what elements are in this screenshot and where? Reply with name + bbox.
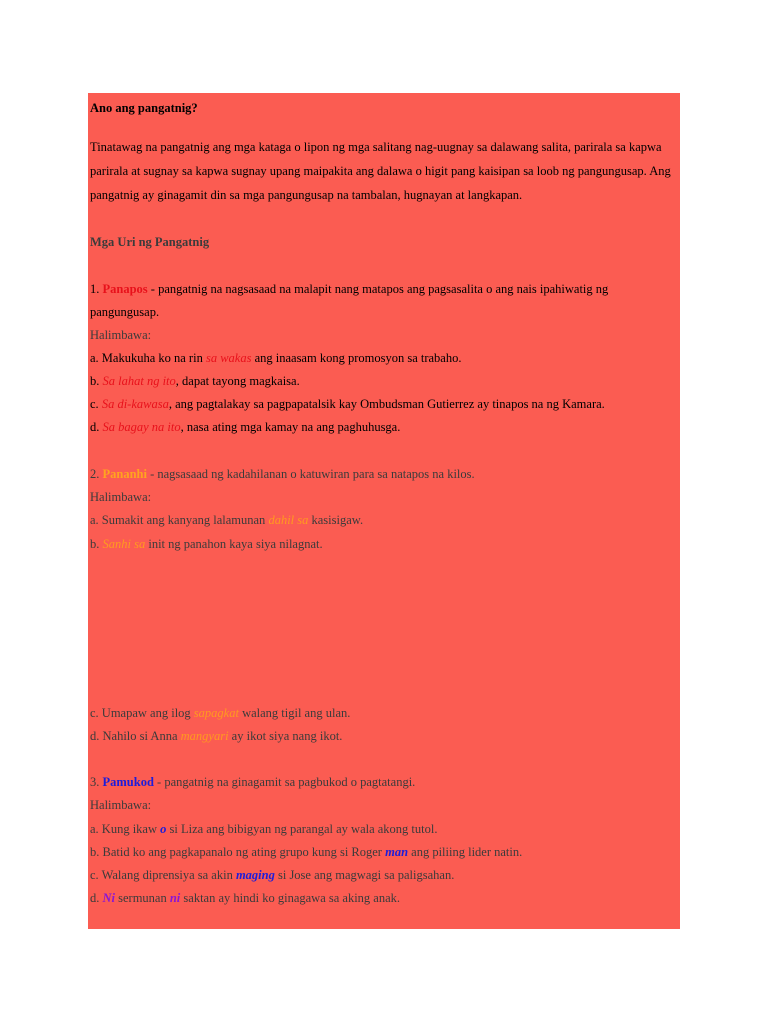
conjunction-keyword: ni (169, 891, 181, 905)
section-1-def: - pangatnig na nagsasaad na malapit nang matapos ang pagsasalita o ang nais ipahiwatig ng (147, 282, 609, 296)
conjunction-keyword: Sa di-kawasa (101, 397, 169, 411)
section-2-def: - nagsasaad ng kadahilanan o katuwiran para sa natapos na kilos. (146, 467, 475, 481)
section-3-definition (90, 774, 415, 790)
section-3-name: Pamukod (102, 775, 154, 789)
section-3-def: - pangatnig na ginagamit sa pagbukod o pagtatangi. (153, 775, 416, 789)
conjunction-keyword: Sa bagay na ito (102, 420, 181, 434)
section-1-example-label: Halimbawa: (90, 328, 152, 342)
section-1-example-c: c. Sa di-kawasa, ang pagtalakay sa pagpapatalsik kay Ombudsman Gutierrez ay tinapos na ng Kamara. (90, 397, 605, 411)
conjunction-keyword: Sanhi sa (102, 537, 146, 551)
section-3-example-b: b. Batid ko ang pagkapanalo ng ating grupo kung si Roger man ang piliing lider natin. (90, 845, 523, 859)
section-1-definition (90, 281, 608, 297)
section-2-definition (90, 466, 475, 482)
section-1-name: Panapos (102, 282, 148, 296)
section-3-example-label: Halimbawa: (90, 798, 152, 812)
section-2-example-b: b. Sanhi sa init ng panahon kaya siya nilagnat. (90, 537, 323, 551)
conjunction-keyword: Sa lahat ng ito (102, 374, 176, 388)
section-1-number: 1. (90, 282, 100, 296)
conjunction-keyword: mangyari (180, 729, 229, 743)
page-title: Ano ang pangatnig? (90, 101, 198, 115)
section-3-example-d: d. Ni sermunan ni saktan ay hindi ko ginagawa sa aking anak. (90, 891, 401, 905)
conjunction-keyword: o (160, 822, 167, 836)
intro-line-1: Tinatawag na pangatnig ang mga kataga o lipon ng mga salitang nag-uugnay sa dalawang salita, parirala sa kapwa (90, 140, 662, 154)
intro-line-2: parirala at sugnay sa kapwa sugnay upang maipakita ang dalawa o higit pang kaisipan sa loob ng pangungusap. Ang (90, 164, 671, 178)
section-1-example-b: b. Sa lahat ng ito, dapat tayong magkaisa. (90, 374, 300, 388)
content-panel (88, 93, 680, 929)
section-1-example-a: a. Makukuha ko na rin sa wakas ang inaasam kong promosyon sa trabaho. (90, 351, 462, 365)
section-2-number: 2. (90, 467, 100, 481)
intro-line-3: pangatnig ay ginagamit din sa mga pangungusap na tambalan, hugnayan at langkapan. (90, 188, 523, 202)
conjunction-keyword: maging (235, 868, 275, 882)
section-2-name: Pananhi (102, 467, 147, 481)
section-2-example-label: Halimbawa: (90, 490, 152, 504)
conjunction-keyword: sapagkat (193, 706, 239, 720)
conjunction-keyword: man (385, 845, 409, 859)
section-1-def-cont: pangungusap. (90, 305, 160, 319)
section-2-example-d: d. Nahilo si Anna mangyari ay ikot siya nang ikot. (90, 729, 343, 743)
conjunction-keyword: Ni (102, 891, 115, 905)
section-3-example-c: c. Walang diprensiya sa akin maging si Jose ang magwagi sa paligsahan. (90, 868, 455, 882)
section-2-example-a: a. Sumakit ang kanyang lalamunan dahil sa kasisigaw. (90, 513, 364, 527)
conjunction-keyword: sa wakas (205, 351, 252, 365)
section-3-example-a: a. Kung ikaw o si Liza ang bibigyan ng parangal ay wala akong tutol. (90, 822, 438, 836)
section-3-number: 3. (90, 775, 100, 789)
conjunction-keyword: dahil sa (268, 513, 309, 527)
section-1-example-d: d. Sa bagay na ito, nasa ating mga kamay na ang paghuhusga. (90, 420, 401, 434)
section-2-example-c: c. Umapaw ang ilog sapagkat walang tigil ang ulan. (90, 706, 351, 720)
types-heading: Mga Uri ng Pangatnig (90, 235, 210, 249)
